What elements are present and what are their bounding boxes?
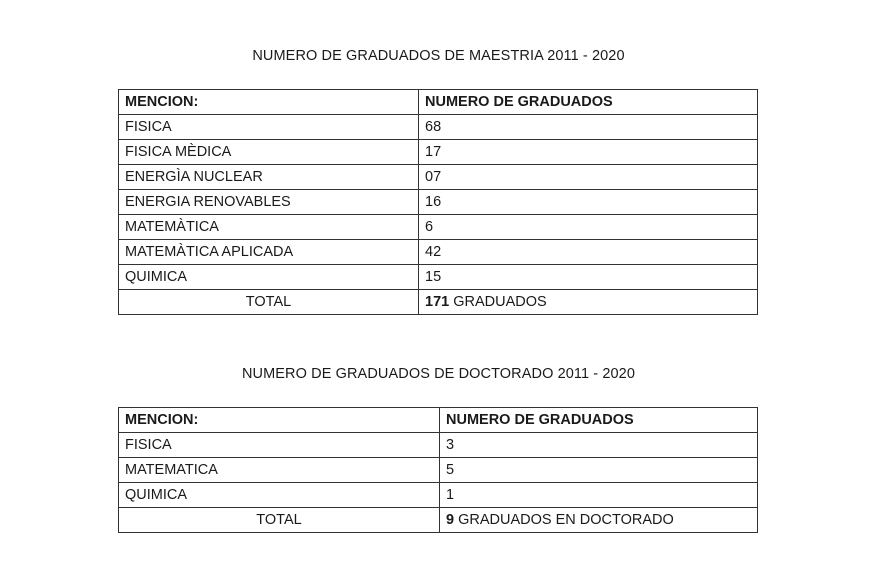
doctorado-table xyxy=(118,407,758,533)
table-header-row xyxy=(119,90,758,115)
count-cell: 68 xyxy=(419,115,758,140)
total-value: 171 xyxy=(425,294,450,310)
table-header-row xyxy=(119,408,758,433)
count-cell: 5 xyxy=(440,458,758,483)
total-row xyxy=(119,290,758,315)
table-row xyxy=(119,190,758,215)
count-cell: 15 xyxy=(419,265,758,290)
count-cell: 16 xyxy=(419,190,758,215)
count-cell: 1 xyxy=(440,483,758,508)
count-cell: 42 xyxy=(419,240,758,265)
doctorado-title: NUMERO DE GRADUADOS DE DOCTORADO 2011 - 2020 xyxy=(241,366,636,382)
mencion-cell: MATEMATICA xyxy=(119,458,440,483)
mencion-cell: ENERGÌA NUCLEAR xyxy=(119,165,419,190)
mencion-cell: FISICA MÈDICA xyxy=(119,140,419,165)
table-row xyxy=(119,165,758,190)
total-label: TOTAL xyxy=(119,290,419,315)
count-cell: 6 xyxy=(419,215,758,240)
total-value-cell xyxy=(440,508,758,533)
total-value: 9 xyxy=(446,512,455,528)
table-row xyxy=(119,115,758,140)
total-suffix: GRADUADOS EN DOCTORADO xyxy=(454,512,674,528)
header-mencion: MENCION: xyxy=(119,408,440,433)
mencion-cell: FISICA xyxy=(119,115,419,140)
mencion-cell: QUIMICA xyxy=(119,265,419,290)
mencion-cell: FISICA xyxy=(119,433,440,458)
mencion-cell: QUIMICA xyxy=(119,483,440,508)
header-numero-graduados: NUMERO DE GRADUADOS xyxy=(419,90,758,115)
total-row xyxy=(119,508,758,533)
table-row xyxy=(119,215,758,240)
table-row xyxy=(119,140,758,165)
mencion-cell: ENERGIA RENOVABLES xyxy=(119,190,419,215)
maestria-title: NUMERO DE GRADUADOS DE MAESTRIA 2011 - 2020 xyxy=(252,48,625,64)
table-row xyxy=(119,265,758,290)
header-mencion: MENCION: xyxy=(119,90,419,115)
table-row xyxy=(119,433,758,458)
total-value-cell xyxy=(419,290,758,315)
table-row xyxy=(119,240,758,265)
table-row xyxy=(119,458,758,483)
count-cell: 07 xyxy=(419,165,758,190)
total-suffix: GRADUADOS xyxy=(449,294,547,310)
table-row xyxy=(119,483,758,508)
maestria-table xyxy=(118,89,758,315)
total-label: TOTAL xyxy=(119,508,440,533)
count-cell: 3 xyxy=(440,433,758,458)
mencion-cell: MATEMÀTICA xyxy=(119,215,419,240)
mencion-cell: MATEMÀTICA APLICADA xyxy=(119,240,419,265)
header-numero-graduados: NUMERO DE GRADUADOS xyxy=(440,408,758,433)
count-cell: 17 xyxy=(419,140,758,165)
